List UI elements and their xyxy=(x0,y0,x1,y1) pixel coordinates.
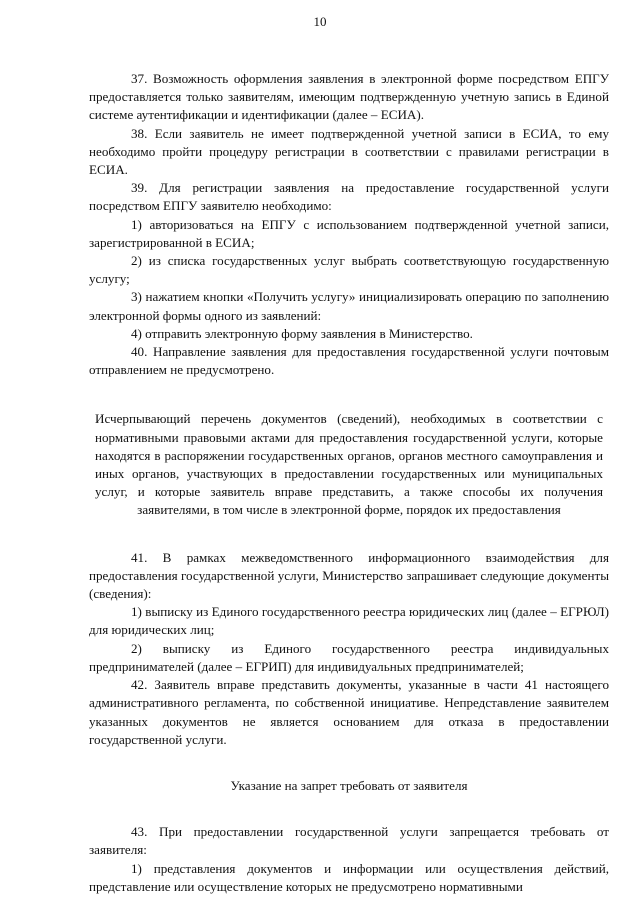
list-item-39-1: 1) авторизоваться на ЕПГУ с использованием подтвержденной учетной записи, зарегистрированной в ЕСИА; xyxy=(89,216,609,250)
paragraph-38: 38. Если заявитель не имеет подтвержденной учетной записи в ЕСИА, то ему необходимо пройти процедуру регистрации в соответствии с правилами регистрации в ЕСИА. xyxy=(89,125,609,178)
section-heading-prohibition: Указание на запрет требовать от заявителя xyxy=(230,777,468,793)
list-item-39-3: 3) нажатием кнопки «Получить услугу» инициализировать операцию по заполнению электронной формы одного из заявлений: xyxy=(89,289,609,323)
paragraph-37: 37. Возможность оформления заявления в электронной форме посредством ЕПГУ предоставляется только заявителям, имеющим подтвержденную учетную запись в Единой системе аутентификации и идентификации (далее – ЕСИА). xyxy=(89,71,609,123)
list-item-41-1: 1) выписку из Единого государственного реестра юридических лиц (далее – ЕГРЮЛ) для юридических лиц; xyxy=(89,604,609,638)
section-heading-documents: Исчерпывающий перечень документов (сведений), необходимых в соответствии с нормативными правовыми актами для предоставления государственной услуги, которые находятся в распоряжении государственных органов, органов местного самоуправления и иных органов, участвующих в предоставлении государственных или муниципальных услуг, и которые заявитель вправе представить, а также способы их получения заявителями, в том числе в электронной форме, порядок их предоставления xyxy=(95,411,603,518)
paragraph-42: 42. Заявитель вправе представить документы, указанные в части 41 настоящего административного регламента, по собственной инициативе. Непредставление заявителем указанных документов не является основанием для отказа в предоставлении государственной услуги. xyxy=(89,677,609,747)
paragraph-39: 39. Для регистрации заявления на предоставление государственной услуги посредством ЕПГУ заявителю необходимо: xyxy=(89,180,609,214)
paragraph-40: 40. Направление заявления для предоставления государственной услуги почтовым отправлением не предусмотрено. xyxy=(89,344,609,378)
paragraph-41: 41. В рамках межведомственного информационного взаимодействия для предоставления государственной услуги, Министерство запрашивает следующие документы (сведения): xyxy=(89,549,609,602)
list-item-43-1: 1) представления документов и информации или осуществления действий, представление или осуществление которых не предусмотрено нормативными xyxy=(89,860,609,894)
list-item-41-2: 2) выписку из Единого государственного реестра индивидуальных предпринимателей (далее – ЕГРИП) для индивидуальных предпринимателей; xyxy=(89,640,609,674)
document-body xyxy=(89,70,609,896)
page-number: 10 xyxy=(313,14,327,29)
list-item-39-4: 4) отправить электронную форму заявления в Министерство. xyxy=(131,325,473,341)
paragraph-43: 43. При предоставлении государственной услуги запрещается требовать от заявителя: xyxy=(89,824,609,858)
list-item-39-2: 2) из списка государственных услуг выбрать соответствующую государственную услугу; xyxy=(89,253,609,287)
